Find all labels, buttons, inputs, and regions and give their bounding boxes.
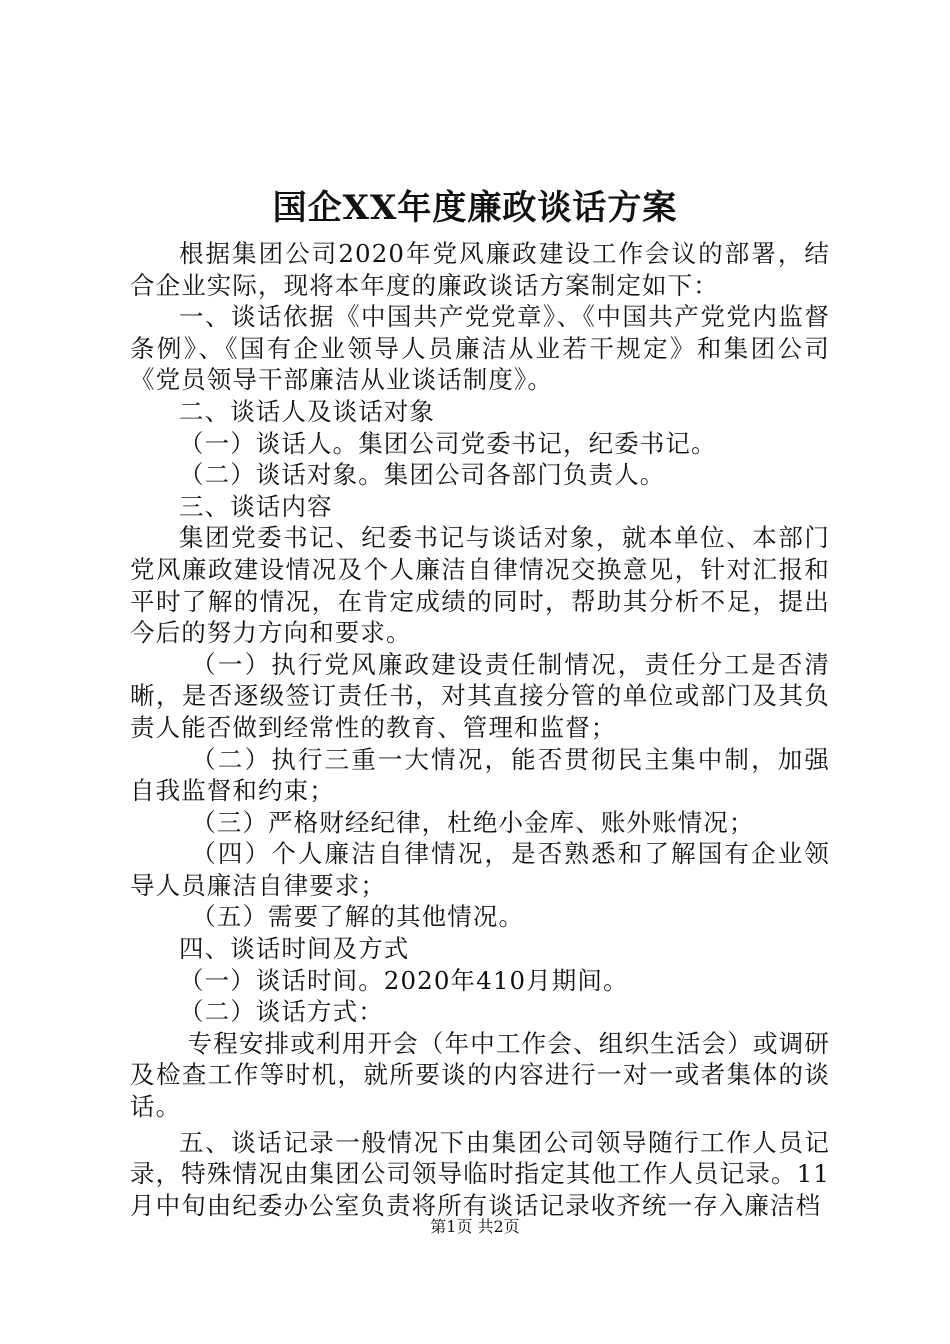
document-title: 国企XX年度廉政谈话方案 — [272, 188, 678, 228]
paragraph-item-2: （二）执行三重一大情况，能否贯彻民主集中制，加强自我监督和约束； — [130, 744, 830, 806]
paragraph-basis: 一、谈话依据《中国共产党党章》、《中国共产党党内监督条例》、《国有企业领导人员廉洁从业若干规定》和集团公司《党员领导干部廉洁从业谈话制度》。 — [130, 302, 830, 395]
heading-content: 三、谈话内容 — [179, 491, 333, 521]
paragraph-target: （二）谈话对象。集团公司各部门负责人。 — [179, 460, 666, 490]
heading-time-method: 四、谈话时间及方式 — [179, 934, 410, 964]
document-body — [130, 238, 830, 1221]
paragraph-item-4: （四）个人廉洁自律情况，是否熟悉和了解国有企业领导人员廉洁自律要求； — [130, 839, 830, 900]
paragraph-method: 专程安排或利用开会（年中工作会、组织生活会）或调研及检查工作等时机，就所要谈的内容进行一对一或者集体的谈话。 — [130, 1028, 830, 1122]
paragraph-records: 五、谈话记录一般情况下由集团公司领导随行工作人员记录，特殊情况由集团公司领导临时指定其他工作人员记录。11月中旬由纪委办公室负责将所有谈话记录收齐统一存入廉洁档 — [130, 1127, 830, 1220]
paragraph-intro: 根据集团公司2020年党风廉政建设工作会议的部署，结合企业实际，现将本年度的廉政谈话方案制定如下： — [130, 239, 830, 300]
paragraph-time: （一）谈话时间。2020年410月期间。 — [179, 965, 629, 995]
paragraph-speaker: （一）谈话人。集团公司党委书记，纪委书记。 — [179, 428, 717, 458]
paragraph-method-label: （二）谈话方式： — [179, 997, 384, 1027]
paragraph-content: 集团党委书记、纪委书记与谈话对象，就本单位、本部门党风廉政建设情况及个人廉洁自律情况交换意见，针对汇报和平时了解的情况，在肯定成绩的同时，帮助其分析不足，提出今后的努力方向和要求。 — [130, 523, 830, 648]
heading-participants: 二、谈话人及谈话对象 — [179, 396, 435, 426]
page-footer: 第1页 共2页 — [430, 1217, 520, 1236]
paragraph-item-1: （一）执行党风廉政建设责任制情况，责任分工是否清晰，是否逐级签订责任书，对其直接分管的单位或部门及其负责人能否做到经常性的教育、管理和监督； — [130, 649, 830, 742]
paragraph-item-5: （五）需要了解的其他情况。 — [191, 902, 525, 932]
paragraph-item-3: （三）严格财经纪律，杜绝小金库、账外账情况； — [191, 807, 755, 837]
